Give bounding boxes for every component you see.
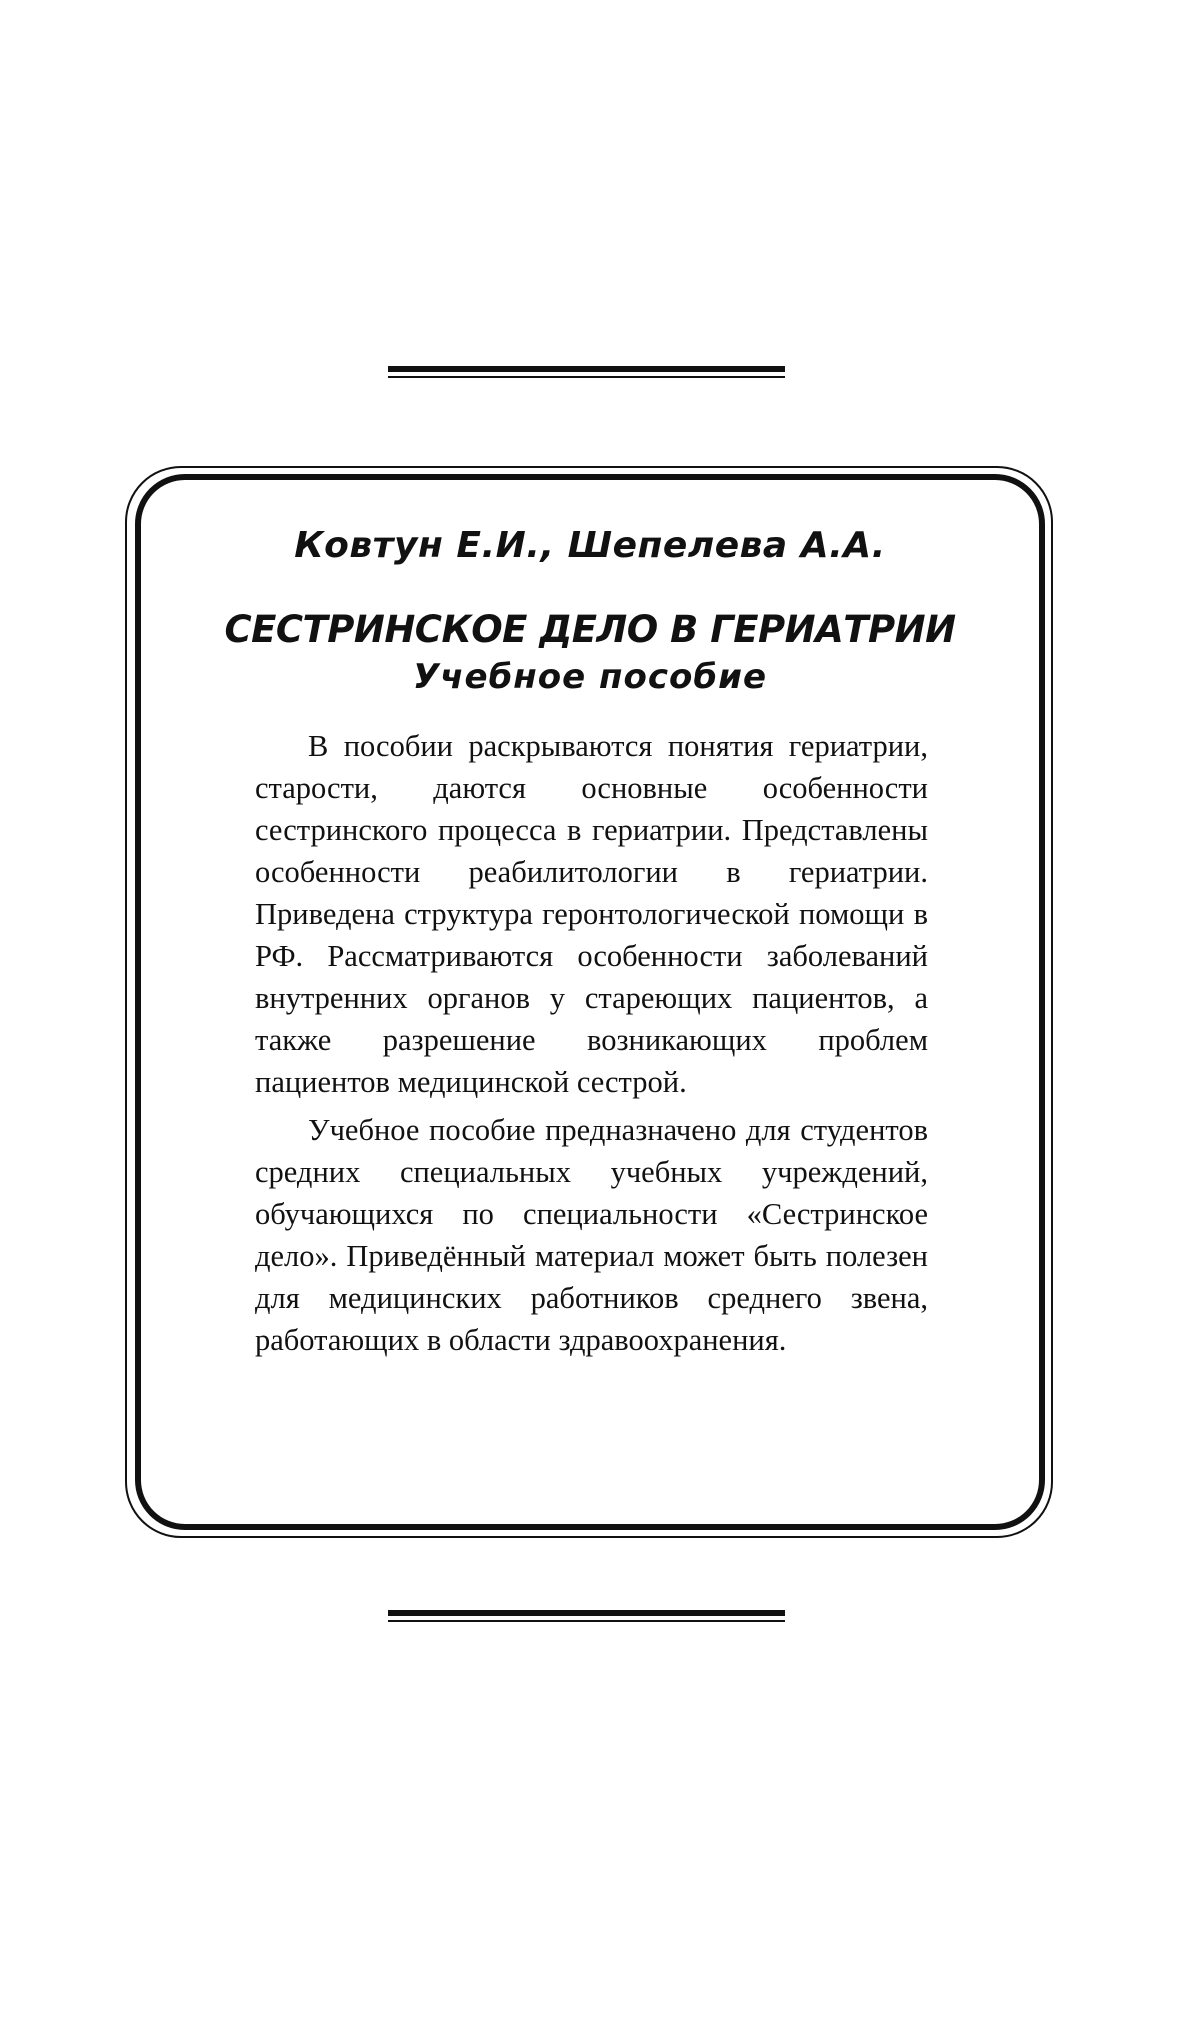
book-authors: Ковтун Е.И., Шепелева А.А.	[294, 525, 886, 566]
bottom-decorative-rule	[388, 1610, 785, 1622]
rule-thick-line	[388, 366, 785, 372]
annotation-text	[255, 725, 928, 1361]
book-title: СЕСТРИНСКОЕ ДЕЛО В ГЕРИАТРИИ	[224, 608, 956, 651]
top-decorative-rule	[388, 366, 785, 378]
rule-thin-line	[388, 376, 785, 378]
rule-thick-line	[388, 1610, 785, 1616]
book-subtitle: Учебное пособие	[412, 657, 768, 697]
rule-thin-line	[388, 1620, 785, 1622]
annotation-card	[175, 505, 1005, 1361]
annotation-paragraph: Учебное пособие предназначено для студентов средних специальных учебных учреждений, обучающихся по специальности «Сестринское дело». Приведённый материал может быть полезен для медицинских работников среднего звена, работающих в области здравоохранения.	[255, 1113, 928, 1357]
annotation-paragraph: В пособии раскрываются понятия гериатрии, старости, даются основные особенности сестринского процесса в гериатрии. Представлены особенности реабилитологии в гериатрии. Приведена структура геронтологической помощи в РФ. Рассматриваются особенности заболеваний внутренних органов у стареющих пациентов, а также разрешение возникающих проблем пациентов медицинской сестрой.	[255, 729, 928, 1099]
